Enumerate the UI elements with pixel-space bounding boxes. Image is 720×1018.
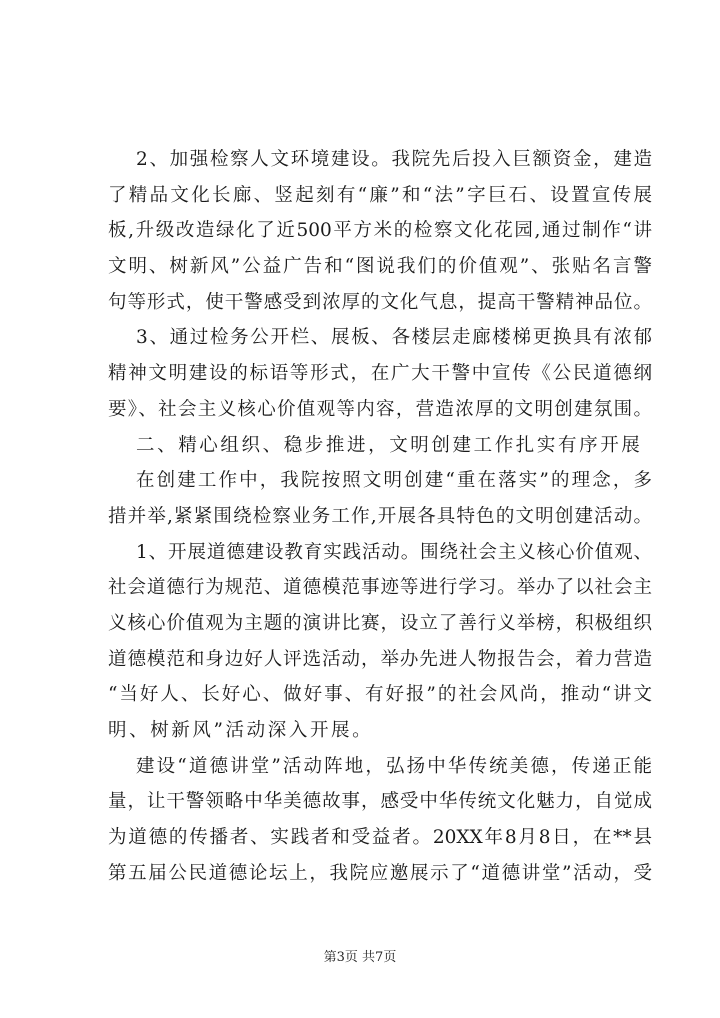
paragraph-line: 1、开展道德建设教育实践活动。围绕社会主义核心价值观、: [136, 541, 652, 563]
paragraph-line: 要》、社会主义核心价值观等内容，营造浓厚的文明创建氛围。: [108, 398, 652, 420]
paragraph-line: 量，让干警领略中华美德故事，感受中华传统文化魅力，自觉成: [108, 791, 652, 813]
paragraph-line: 为道德的传播者、实践者和受益者。20XX年8月8日，在**县: [108, 827, 652, 849]
page-number-footer: 第3页 共7页: [323, 950, 397, 965]
paragraph-line: 板,升级改造绿化了近500平方米的检察文化花园,通过制作“讲: [108, 220, 652, 242]
paragraph-line: 建设“道德讲堂”活动阵地，弘扬中华传统美德，传递正能: [136, 755, 652, 777]
paragraph-line: 道德模范和身边好人评选活动，举办先进人物报告会，着力营造: [108, 648, 652, 670]
paragraph-line: “当好人、长好心、做好事、有好报”的社会风尚，推动“讲文: [108, 684, 652, 706]
body-text: [108, 142, 652, 891]
paragraph-line: 明、树新风”活动深入开展。: [108, 720, 374, 741]
paragraph-line: 了精品文化长廊、竖起刻有“廉”和“法”字巨石、设置宣传展: [108, 184, 652, 206]
paragraph-line: 第五届公民道德论坛上，我院应邀展示了“道德讲堂”活动，受: [108, 862, 652, 884]
paragraph-line: 精神文明建设的标语等形式，在广大干警中宣传《公民道德纲: [108, 363, 652, 385]
paragraph-line: 义核心价值观为主题的演讲比赛，设立了善行义举榜，积极组织: [108, 612, 652, 634]
paragraph-line: 社会道德行为规范、道德模范事迹等进行学习。举办了以社会主: [108, 577, 652, 599]
section-heading: 二、精心组织、稳步推进，文明创建工作扎实有序开展: [136, 434, 643, 456]
paragraph-line: 2、加强检察人文环境建设。我院先后投入巨额资金，建造: [136, 149, 652, 170]
paragraph-line: 3、通过检务公开栏、展板、各楼层走廊楼梯更换具有浓郁: [136, 327, 652, 349]
paragraph-line: 句等形式，使干警感受到浓厚的文化气息，提高干警精神品位。: [108, 291, 652, 313]
paragraph-line: 措并举,紧紧围绕检察业务工作,开展各具特色的文明创建活动。: [108, 505, 652, 527]
paragraph-line: 文明、树新风”公益广告和“图说我们的价值观”、张贴名言警: [108, 256, 652, 278]
paragraph-line: 在创建工作中，我院按照文明创建“重在落实”的理念，多: [136, 470, 652, 492]
